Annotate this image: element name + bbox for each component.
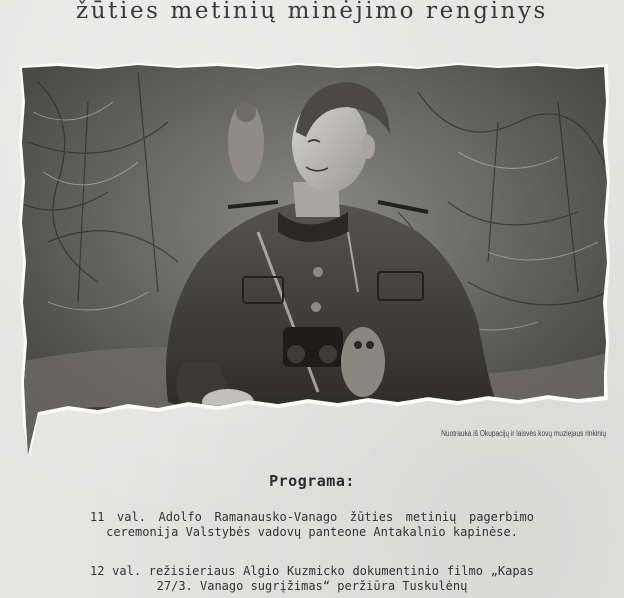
program-event-1: 11 val. Adolfo Ramanausko-Vanago žūties metinių pagerbimo ceremonija Valstybės vadovų panteone Antakalnio kapinėse. (90, 510, 534, 539)
page-title: žūties metinių minėjimo renginys (76, 0, 548, 24)
program-heading: Programa: (269, 472, 355, 490)
photo-image (18, 62, 610, 462)
photo-credit: Nuotrauka iš Okupacijų ir laisvės kovų muziejaus rinkinių (441, 429, 606, 438)
program-event-2: 12 val. režisieriaus Algio Kuzmicko dokumentinio filmo „Kapas 27/3. Vanago sugrįžimas“ peržiūra Tuskulėnų (90, 564, 534, 593)
historical-photo (18, 62, 610, 462)
